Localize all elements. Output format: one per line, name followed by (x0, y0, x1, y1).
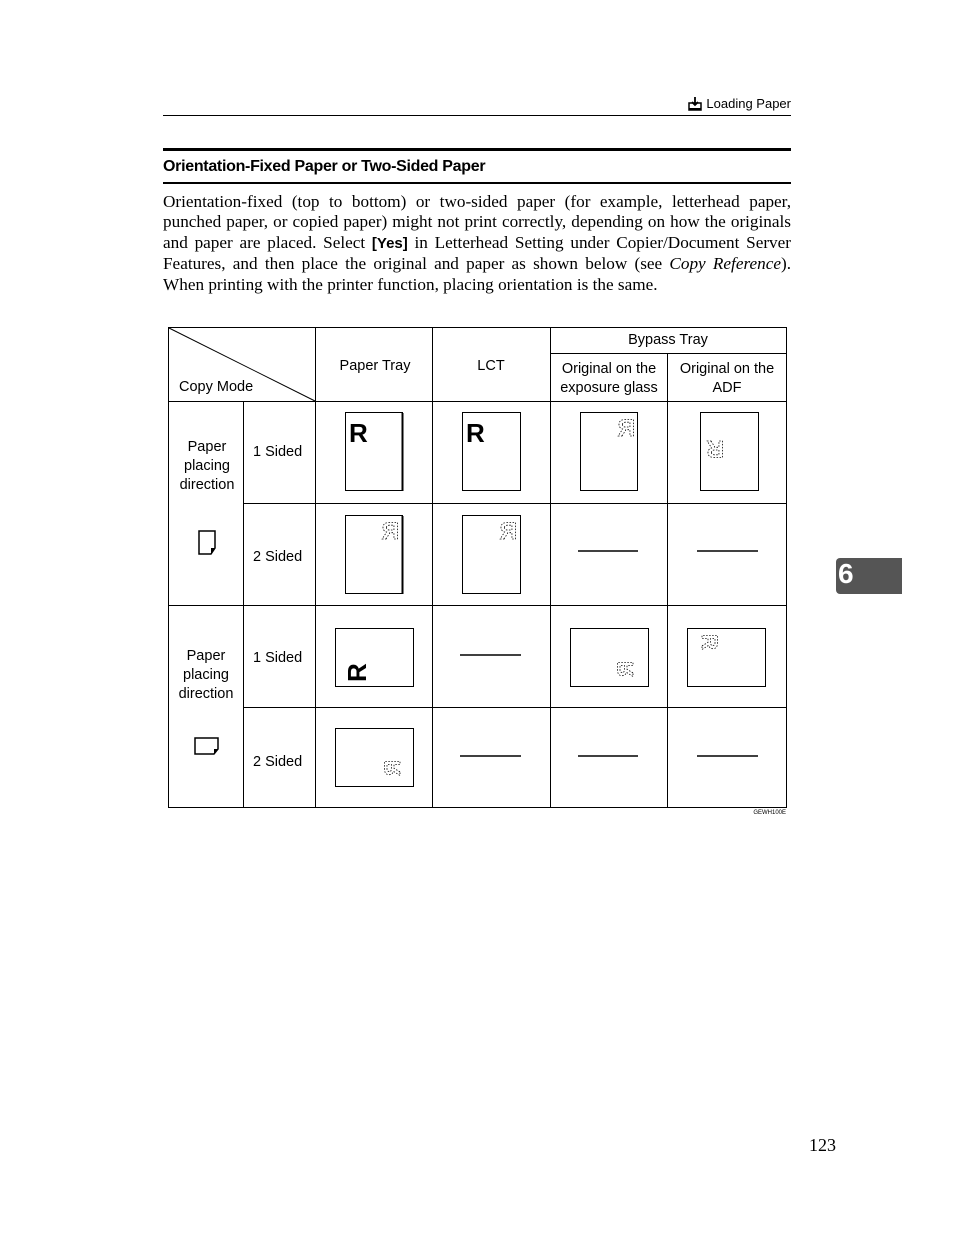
bypass-adf-portrait-1sided (701, 413, 759, 491)
chapter-tab[interactable] (836, 558, 902, 594)
col-bypass-tray: Bypass Tray (628, 332, 708, 348)
letter-r-mirrored: R (617, 414, 635, 442)
paper-tray-landscape-1sided (336, 629, 414, 687)
direction-label-2-line1: Paper (186, 648, 226, 664)
body-text-3: ). When printing with the printer function, placing orientation is the same. (163, 254, 792, 294)
chapter-number: 6 (838, 558, 854, 589)
letter-r-transformed: R (613, 661, 638, 677)
body-text-1: Orientation-fixed (top to bottom) or two-sided paper (for example, letterhead paper, punched paper, or copied paper) might not print correctly, depending on how the originals and paper are placed. Select (163, 192, 791, 252)
yes-keyword: [Yes] (371, 234, 408, 252)
page-number: 123 (809, 1135, 836, 1155)
row-2-sided-b: 2 Sided (253, 754, 303, 770)
direction-label-1-line1: Paper (187, 439, 227, 455)
direction-label-1-line3: direction (179, 477, 235, 493)
col-lct: LCT (477, 358, 505, 374)
header-title: Loading Paper (706, 96, 791, 111)
copy-mode-label: Copy Mode (179, 379, 254, 395)
letter-r-mirrored: R (499, 517, 517, 545)
letter-r-rotated: R (342, 663, 372, 682)
col-paper-tray: Paper Tray (339, 358, 411, 374)
letter-r-transformed: R (697, 634, 722, 650)
bypass-adf-landscape-1sided (688, 629, 766, 687)
paper-tray-portrait-1sided (346, 413, 403, 492)
section-title: Orientation-Fixed Paper or Two-Sided Paper (163, 158, 486, 175)
letter-r: R (466, 418, 485, 448)
figure-code: GEWH100E (753, 810, 786, 816)
body-text-2: in Letterhead Setting under Copier/Document Server Features, and then place the original and paper as shown below (see (163, 232, 792, 274)
paper-tray-landscape-2sided (336, 729, 414, 787)
row-2-sided-a: 2 Sided (253, 549, 303, 565)
paper-tray-portrait-2sided (346, 516, 403, 595)
copy-reference-link[interactable]: Copy Reference (669, 254, 781, 274)
landscape-paper-icon (195, 738, 218, 754)
letter-r-upside-down: R (706, 435, 724, 463)
bypass-glass-landscape-1sided (571, 629, 649, 687)
row-1-sided-a: 1 Sided (253, 444, 303, 460)
direction-label-2-line3: direction (178, 686, 234, 702)
direction-label-2-line2: placing (183, 667, 229, 683)
table-border (169, 328, 787, 808)
letter-r-transformed: R (380, 760, 405, 776)
letter-r-mirrored: R (381, 517, 399, 545)
row-1-sided-b: 1 Sided (253, 650, 303, 666)
col-bypass-adf-line1: Original on the (679, 361, 775, 377)
lct-portrait-1sided (463, 413, 521, 491)
letter-r: R (349, 418, 368, 448)
col-bypass-glass-line2: exposure glass (560, 380, 658, 396)
lct-portrait-2sided (463, 516, 521, 594)
col-bypass-glass-line1: Original on the (561, 361, 657, 377)
col-bypass-adf-line2: ADF (712, 380, 742, 396)
direction-label-1-line2: placing (184, 458, 230, 474)
portrait-paper-icon (199, 531, 215, 554)
bypass-glass-portrait-1sided (581, 413, 638, 491)
